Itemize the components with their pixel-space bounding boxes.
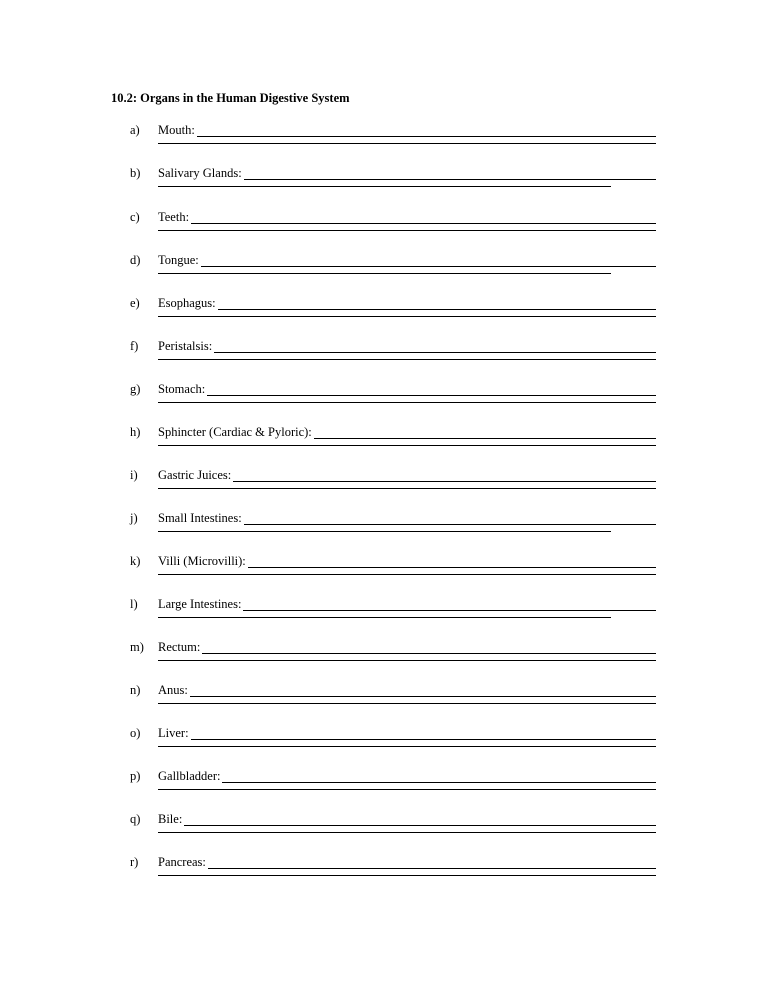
answer-row [158, 295, 656, 311]
item-label: Sphincter (Cardiac & Pyloric): [158, 425, 312, 439]
answer-line-continuation[interactable] [158, 827, 656, 833]
item-letter: f) [130, 339, 139, 353]
list-item [0, 424, 768, 454]
list-item [0, 467, 768, 497]
list-item [0, 209, 768, 239]
item-letter: a) [130, 123, 140, 137]
item-label: Liver: [158, 726, 189, 740]
answer-line-continuation[interactable] [158, 655, 656, 661]
answer-line[interactable] [191, 726, 656, 740]
answer-line-continuation[interactable] [158, 225, 656, 231]
item-letter: j) [130, 511, 138, 525]
item-label: Small Intestines: [158, 511, 242, 525]
answer-row [158, 725, 656, 741]
item-letter: b) [130, 166, 141, 180]
item-letter: h) [130, 425, 141, 439]
item-label: Teeth: [158, 210, 190, 224]
answer-row [158, 165, 656, 181]
answer-line-continuation[interactable] [158, 612, 611, 618]
item-letter: k) [130, 554, 141, 568]
list-item [0, 854, 768, 884]
item-letter: e) [130, 296, 140, 310]
item-letter: m) [130, 640, 144, 654]
answer-row [158, 682, 656, 698]
item-label: Large Intestines: [158, 597, 242, 611]
item-label: Peristalsis: [158, 339, 213, 353]
item-label: Gastric Juices: [158, 468, 232, 482]
answer-line[interactable] [248, 554, 656, 568]
item-letter: d) [130, 253, 141, 267]
item-letter: i) [130, 468, 138, 482]
answer-line-continuation[interactable] [158, 569, 656, 575]
item-letter: p) [130, 769, 141, 783]
answer-line[interactable] [202, 640, 656, 654]
item-letter: n) [130, 683, 141, 697]
answer-row [158, 596, 656, 612]
answer-line-continuation[interactable] [158, 311, 656, 317]
item-label: Gallbladder: [158, 769, 221, 783]
list-item [0, 338, 768, 368]
answer-line[interactable] [208, 855, 656, 869]
item-letter: c) [130, 210, 140, 224]
list-item [0, 768, 768, 798]
answer-row [158, 467, 656, 483]
list-item [0, 381, 768, 411]
item-letter: o) [130, 726, 141, 740]
answer-line-continuation[interactable] [158, 784, 656, 790]
answer-line[interactable] [207, 382, 656, 396]
list-item [0, 122, 768, 152]
answer-line-continuation[interactable] [158, 354, 656, 360]
answer-line-continuation[interactable] [158, 181, 611, 187]
answer-line-continuation[interactable] [158, 138, 656, 144]
list-item [0, 725, 768, 755]
page-title: 10.2: Organs in the Human Digestive System [111, 91, 350, 105]
answer-row [158, 553, 656, 569]
answer-line-continuation[interactable] [158, 397, 656, 403]
list-item [0, 295, 768, 325]
answer-line[interactable] [244, 166, 656, 180]
item-label: Tongue: [158, 253, 199, 267]
answer-line[interactable] [218, 296, 656, 310]
item-label: Esophagus: [158, 296, 216, 310]
item-label: Bile: [158, 812, 183, 826]
list-item [0, 510, 768, 540]
answer-line-continuation[interactable] [158, 698, 656, 704]
list-item [0, 165, 768, 195]
answer-line[interactable] [201, 253, 656, 267]
answer-line[interactable] [191, 210, 656, 224]
answer-line-continuation[interactable] [158, 440, 656, 446]
answer-row [158, 811, 656, 827]
answer-row [158, 510, 656, 526]
answer-row [158, 209, 656, 225]
list-item [0, 811, 768, 841]
item-letter: r) [130, 855, 139, 869]
answer-row [158, 122, 656, 138]
answer-row [158, 424, 656, 440]
answer-line[interactable] [197, 123, 656, 137]
item-letter: q) [130, 812, 141, 826]
answer-row [158, 338, 656, 354]
answer-row [158, 252, 656, 268]
answer-row [158, 381, 656, 397]
item-label: Rectum: [158, 640, 201, 654]
answer-row [158, 639, 656, 655]
answer-line[interactable] [184, 812, 656, 826]
item-label: Pancreas: [158, 855, 206, 869]
item-label: Anus: [158, 683, 188, 697]
item-letter: l) [130, 597, 138, 611]
list-item [0, 252, 768, 282]
answer-line[interactable] [244, 511, 656, 525]
answer-line[interactable] [314, 425, 656, 439]
answer-row [158, 854, 656, 870]
answer-line[interactable] [243, 597, 656, 611]
list-item [0, 682, 768, 712]
item-label: Salivary Glands: [158, 166, 242, 180]
answer-line[interactable] [190, 683, 656, 697]
list-item [0, 553, 768, 583]
item-letter: g) [130, 382, 141, 396]
answer-row [158, 768, 656, 784]
answer-line[interactable] [222, 769, 656, 783]
item-label: Stomach: [158, 382, 206, 396]
answer-line[interactable] [214, 339, 656, 353]
answer-line-continuation[interactable] [158, 483, 656, 489]
answer-line-continuation[interactable] [158, 741, 656, 747]
answer-line-continuation[interactable] [158, 526, 611, 532]
list-item [0, 639, 768, 669]
item-label: Villi (Microvilli): [158, 554, 246, 568]
answer-line-continuation[interactable] [158, 870, 656, 876]
answer-line[interactable] [233, 468, 656, 482]
answer-line-continuation[interactable] [158, 268, 611, 274]
list-item [0, 596, 768, 626]
item-label: Mouth: [158, 123, 195, 137]
